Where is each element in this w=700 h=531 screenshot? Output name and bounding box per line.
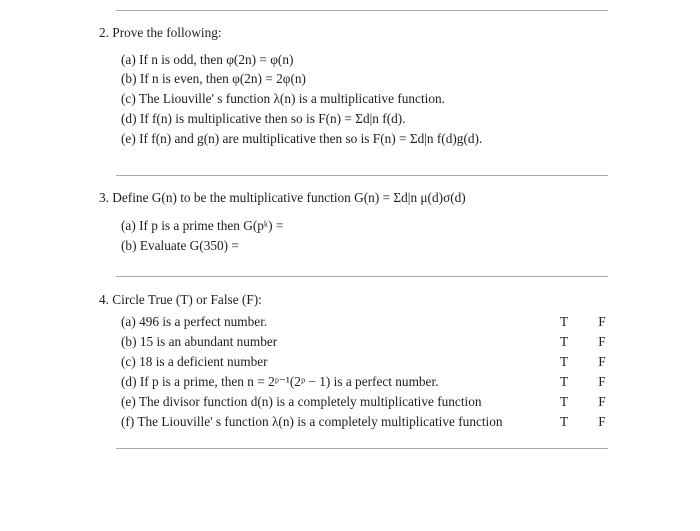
true-option-4d[interactable]: T	[559, 374, 569, 389]
question-3b: (b) Evaluate G(350) =	[121, 238, 239, 253]
question-4a: (a) 496 is a perfect number.	[121, 314, 268, 329]
question-2e: (e) If f(n) and g(n) are multiplicative then so is F(n) = Σd|n f(d)g(d).	[121, 131, 483, 146]
question-4-title: 4. Circle True (T) or False (F):	[99, 292, 262, 307]
true-option-4b[interactable]: T	[559, 334, 569, 349]
true-option-4f[interactable]: T	[559, 414, 569, 429]
question-4d: (d) If p is a prime, then n = 2ᵖ⁻¹(2ᵖ − 1) is a perfect number.	[121, 374, 439, 389]
top-divider	[116, 10, 608, 11]
question-4f: (f) The Liouville' s function λ(n) is a completely multiplicative function	[121, 414, 503, 429]
question-2d: (d) If f(n) is multiplicative then so is F(n) = Σd|n f(d).	[121, 111, 406, 126]
question-3a: (a) If p is a prime then G(pᵏ) =	[121, 218, 284, 233]
question-2b: (b) If n is even, then φ(2n) = 2φ(n)	[121, 71, 306, 86]
bottom-divider	[116, 448, 608, 449]
false-option-4c[interactable]: F	[598, 354, 606, 369]
question-3-title: 3. Define G(n) to be the multiplicative function G(n) = Σd|n μ(d)σ(d)	[99, 190, 466, 205]
false-option-4b[interactable]: F	[598, 334, 606, 349]
true-option-4c[interactable]: T	[559, 354, 569, 369]
question-2a: (a) If n is odd, then φ(2n) = φ(n)	[121, 52, 294, 67]
question-2c: (c) The Liouville' s function λ(n) is a multiplicative function.	[121, 91, 445, 106]
divider-after-question-3	[116, 276, 608, 277]
false-option-4e[interactable]: F	[598, 394, 606, 409]
false-option-4a[interactable]: F	[598, 314, 606, 329]
question-4e: (e) The divisor function d(n) is a completely multiplicative function	[121, 394, 482, 409]
divider-after-question-2	[116, 175, 608, 176]
false-option-4f[interactable]: F	[598, 414, 606, 429]
true-option-4a[interactable]: T	[559, 314, 569, 329]
question-4b: (b) 15 is an abundant number	[121, 334, 278, 349]
question-4c: (c) 18 is a deficient number	[121, 354, 268, 369]
false-option-4d[interactable]: F	[598, 374, 606, 389]
question-2-title: 2. Prove the following:	[99, 25, 222, 40]
true-option-4e[interactable]: T	[559, 394, 569, 409]
